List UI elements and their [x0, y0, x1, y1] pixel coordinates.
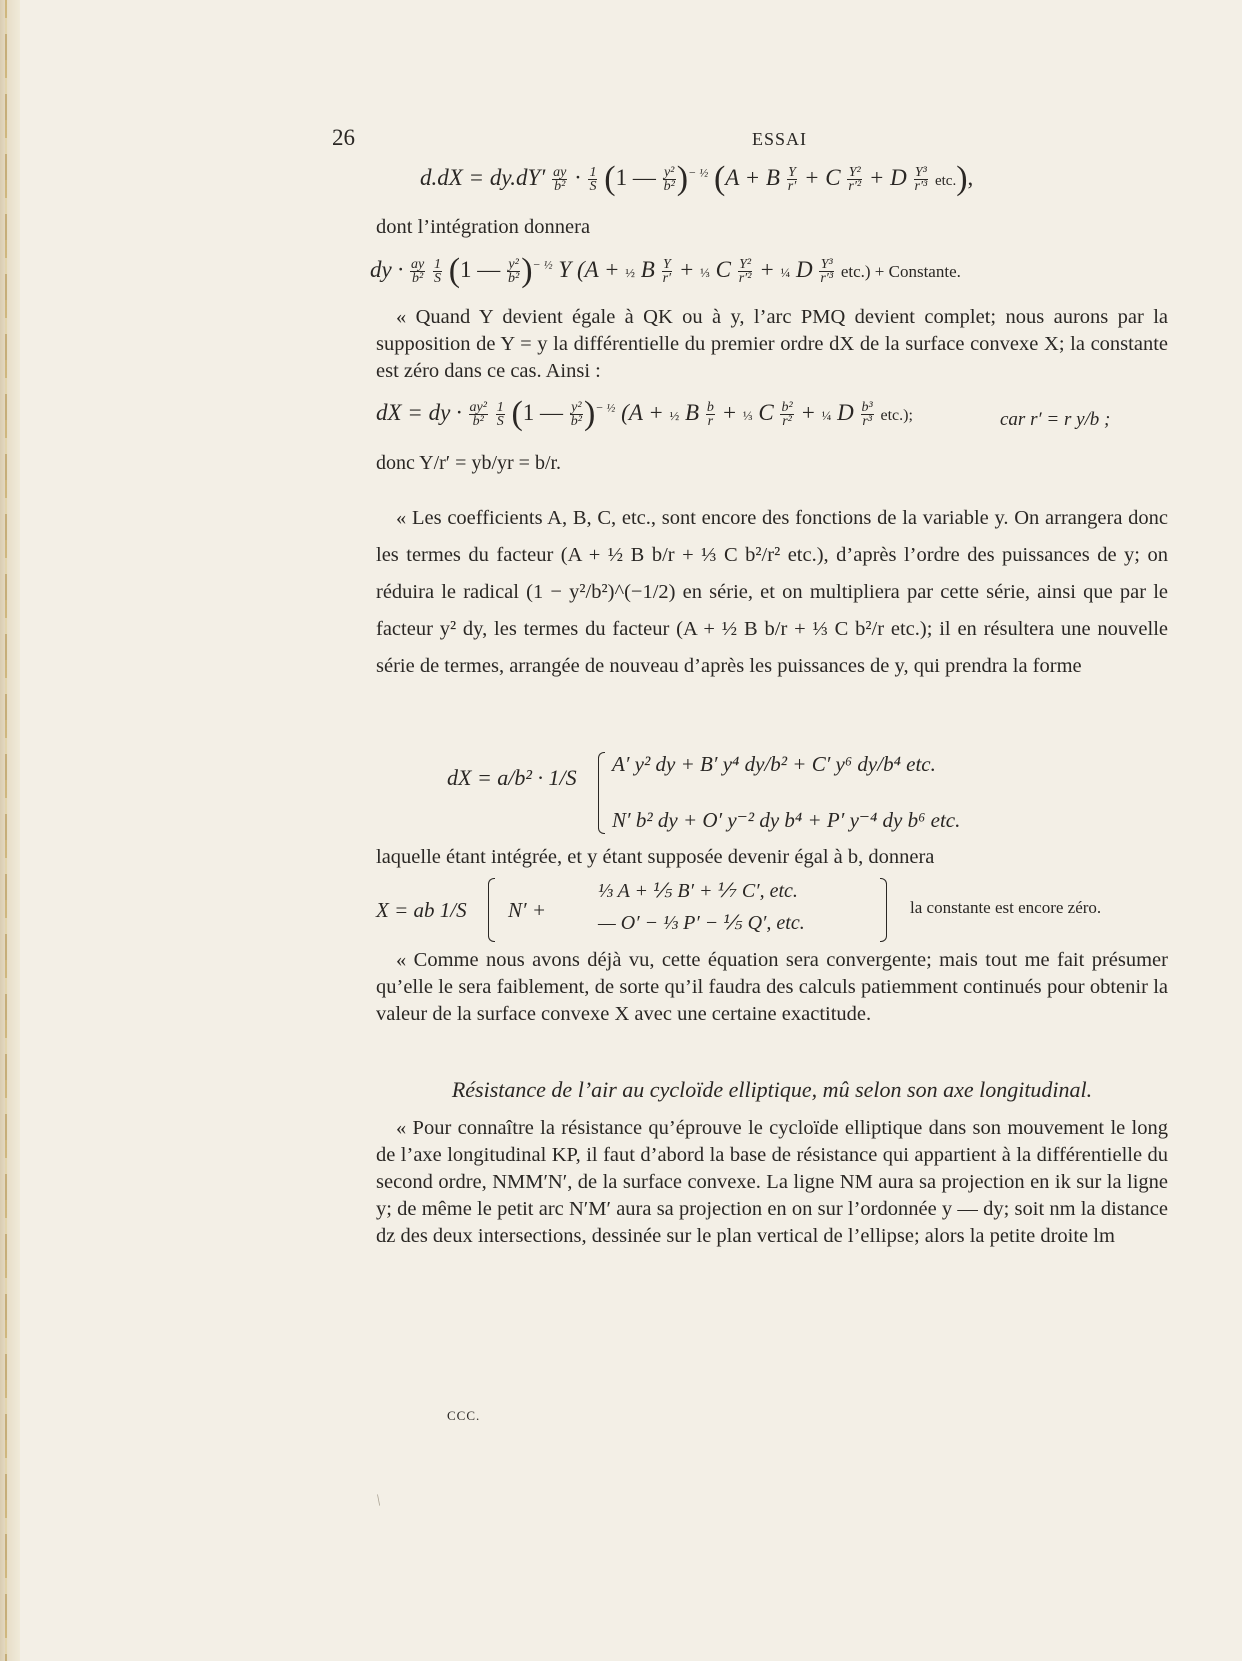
- integral-row-2: — O′ − ⅓ P′ − ⅕ Q′, etc.: [598, 912, 805, 934]
- integral-note: la constante est encore zéro.: [910, 898, 1102, 917]
- equation-2: dy · $\frac{ay}{\text{b²}}$ $\frac{1}{S}$ (1 — $\frac{\text{y²}}{\text{b²}}$ )$^{- \frac{1}{2}}$ Y (A + ½ B $\frac{Y}{r'}$ + ⅓ C $\frac{\text{Y²}}{\text{r′²}}$ + ¼ D $\frac{\text{Y³}}{\text{r′³}}$ etc.) + Constante.: [370, 252, 961, 289]
- paragraph-pour: « Pour connaître la résistance qu’éprouve le cycloïde elliptique dans son mouvement le long de l’axe longitudinal KP, il faut d’abord la base de résistance qui appartient à la différentielle du second ordre, NMM′N′, de la surface convexe. La ligne NM aura sa projection en ik sur la ligne y; de même le petit arc N′M′ aura sa projection en on sur l’ordonnée y — dy; soit nm la distance dz des deux intersections, dessinée sur le plan vertical de l’ellipse; alors la petite droite lm: [376, 1117, 1168, 1247]
- running-title: ESSAI: [752, 129, 808, 149]
- text-integration: dont l’intégration donnera: [376, 216, 591, 238]
- frac-1-s: $\frac{1}{S}$: [589, 165, 597, 195]
- integral-mid: N′ +: [508, 898, 547, 922]
- series-row-2: N′ b² dy + O′ y⁻² dy b⁴ + P′ y⁻⁴ dy b⁶ etc.: [612, 808, 961, 832]
- integral-row-1: ⅓ A + ⅕ B′ + ⅐ C′, etc.: [598, 880, 798, 902]
- equation-1: d.dX = dy.dY′ $\frac{ay}{\text{b²}}$ · $\frac{1}{S}$ (1 — $\frac{\text{y²}}{\text{b²}}$ )$^{- \frac{1}{2}}$ (A + B $\frac{Y}{r'}$ + C $\frac{\text{Y²}}{\text{r′²}}$ + D $\frac{\text{Y³}}{\text{r′³}}$ etc.),: [420, 160, 974, 197]
- page-number: 26: [332, 125, 355, 150]
- text-laquelle: laquelle étant intégrée, et y étant supposée devenir égal à b, donnera: [376, 846, 935, 868]
- series-lhs: dX = a/b² · 1/S: [447, 765, 577, 790]
- series-row-1: A′ y² dy + B′ y⁴ dy/b² + C′ y⁶ dy/b⁴ etc.: [612, 752, 936, 776]
- frac-ay-b2: $\frac{ay}{\text{b²}}$: [553, 165, 567, 195]
- integral-brace-right: [880, 878, 887, 947]
- section-title: Résistance de l’air au cycloïde elliptique, mû selon son axe longitudinal.: [451, 1077, 1093, 1102]
- integral-brace-left: [488, 878, 495, 947]
- equation-3-tail: car r′ = r y/b ;: [1000, 409, 1111, 430]
- integral-lhs: X = ab 1/S: [376, 898, 467, 922]
- equation-4: donc Y/r′ = yb/yr = b/r.: [376, 452, 562, 474]
- series-brace: [598, 752, 605, 839]
- equation-3: dX = dy · $\frac{\text{ay²}}{\text{b²}}$ $\frac{1}{S}$ (1 — $\frac{\text{y²}}{\text{b²}}$ )$^{- \frac{1}{2}}$ (A + ½ B $\frac{b}{r}$ + ⅓ C $\frac{\text{b²}}{\text{r²}}$ + ¼ D $\frac{\text{b³}}{\text{r³}}$ etc.);: [376, 395, 913, 432]
- pencil-mark: /: [372, 1492, 386, 1510]
- signature-mark: CCC.: [447, 1408, 481, 1423]
- paragraph-coefficients: « Les coefficients A, B, C, etc., sont encore des fonctions de la variable y. On arrangera donc les termes du facteur (A + ½ B b/r + ⅓ C b²/r² etc.), d’après l’ordre des puissances de y; on réduira le radical (1 − y²/b²)^(−1/2) en série, et on multipliera par cette série, ainsi que par le facteur y² dy, les termes du facteur (A + ½ B b/r + ⅓ C b²/r etc.); il en résultera une nouvelle série de termes, arrangée de nouveau d’après les puissances de y, qui prendra la forme: [376, 507, 1168, 677]
- paragraph-quand: « Quand Y devient égale à QK ou à y, l’arc PMQ devient complet; nous aurons par la supposition de Y = y la différentielle du premier ordre dX de la surface convexe X; la constante est zéro dans ce cas. Ainsi :: [376, 306, 1168, 382]
- paragraph-comme: « Comme nous avons déjà vu, cette équation sera convergente; mais tout me fait présumer qu’elle le sera faiblement, de sorte qu’il faudra des calculs patiemment continués pour obtenir la valeur de la surface convexe X avec une certaine exactitude.: [376, 949, 1168, 1025]
